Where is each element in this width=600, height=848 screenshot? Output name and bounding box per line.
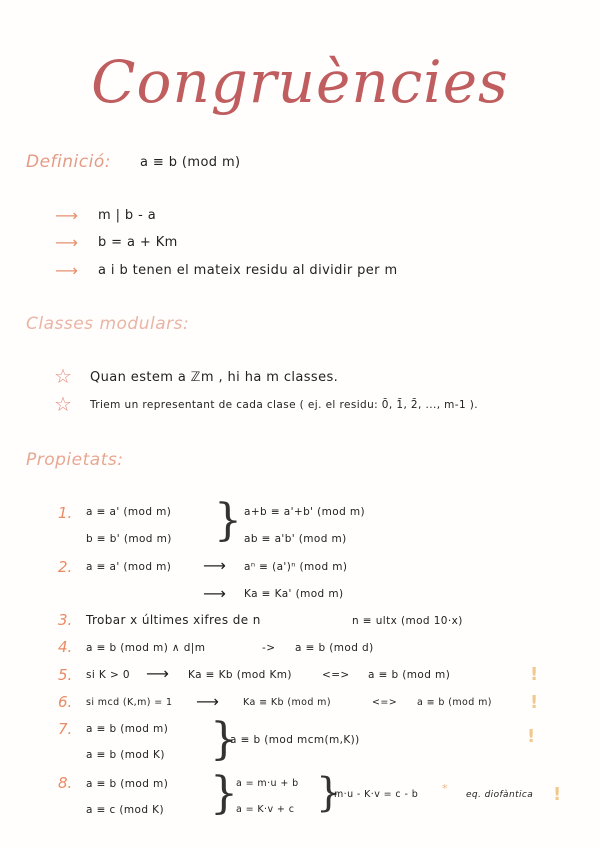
prop-6-left: si mcd (K,m) = 1 (86, 697, 173, 708)
definicio-formula: a ≡ b (mod m) (140, 155, 241, 170)
prop-1-left-1: a ≡ a' (mod m) (86, 506, 172, 518)
prop-2-right-2: Ka ≡ Ka' (mod m) (244, 588, 344, 600)
arrow-icon: ⟶ (146, 664, 169, 683)
classes-heading: Classes modulars: (26, 314, 190, 334)
prop-6-iff: <=> (372, 697, 398, 708)
prop-2-right-1: aⁿ ≡ (a')ⁿ (mod m) (244, 561, 348, 573)
prop-1-number: 1. (58, 504, 73, 522)
prop-7-left-1: a ≡ b (mod m) (86, 723, 169, 735)
asterisk-icon: * (442, 782, 448, 795)
definicio-item-1: m | b - a (98, 208, 157, 223)
prop-5-iff: <=> (322, 669, 350, 681)
definicio-item-2: b = a + Km (98, 235, 178, 250)
prop-4-arrow: -> (262, 642, 276, 654)
star-icon: ☆ (54, 364, 72, 388)
prop-5-mid: Ka ≡ Kb (mod Km) (188, 669, 292, 681)
propietats-heading: Propietats: (26, 450, 124, 470)
prop-4-right: a ≡ b (mod d) (295, 642, 374, 654)
brace-icon: } (210, 714, 238, 765)
prop-6-right: a ≡ b (mod m) (417, 697, 492, 708)
brace-icon: } (316, 770, 342, 816)
arrow-icon: ⟶ (55, 261, 78, 280)
definicio-item-3: a i b tenen el mateix residu al dividir per m (98, 263, 398, 278)
prop-5-right: a ≡ b (mod m) (368, 669, 451, 681)
classes-item-1: Quan estem a ℤm , hi ha m classes. (90, 370, 339, 385)
prop-3-text-2: n ≡ ultx (mod 10·x) (352, 615, 463, 627)
prop-8-note: eq. diofàntica (466, 790, 534, 800)
page-title: Congruències (91, 48, 509, 116)
prop-5-number: 5. (58, 666, 73, 684)
prop-6-number: 6. (58, 693, 73, 711)
star-icon: ☆ (54, 392, 72, 416)
exclamation-icon: ! (530, 692, 539, 713)
prop-7-left-2: a ≡ b (mod K) (86, 749, 165, 761)
brace-icon: } (214, 495, 242, 546)
prop-2-left: a ≡ a' (mod m) (86, 561, 172, 573)
brace-icon: } (210, 768, 238, 819)
prop-8-number: 8. (58, 774, 73, 792)
arrow-icon: ⟶ (55, 206, 78, 225)
classes-item-2: Triem un representant de cada clase ( ej. el residu: 0̄, 1̄, 2̄, ..., m-1 ). (90, 399, 479, 411)
prop-1-right-2: ab ≡ a'b' (mod m) (244, 533, 347, 545)
arrow-icon: ⟶ (203, 556, 226, 575)
prop-5-left: si K > 0 (86, 669, 130, 681)
prop-8-mid-2: a = K·v + c (236, 804, 295, 815)
prop-4-number: 4. (58, 638, 73, 656)
definicio-heading: Definició: (26, 152, 111, 172)
arrow-icon: ⟶ (203, 584, 226, 603)
prop-3-number: 3. (58, 611, 73, 629)
prop-2-number: 2. (58, 558, 73, 576)
exclamation-icon: ! (527, 726, 536, 747)
prop-8-left-2: a ≡ c (mod K) (86, 804, 164, 816)
prop-8-mid-1: a = m·u + b (236, 778, 299, 789)
prop-6-mid: Ka ≡ Kb (mod m) (243, 697, 331, 708)
prop-8-left-1: a ≡ b (mod m) (86, 778, 169, 790)
prop-3-text: Trobar x últimes xifres de n (86, 613, 261, 627)
exclamation-icon: ! (530, 664, 539, 685)
prop-7-right: a ≡ b (mod mcm(m,K)) (230, 734, 360, 746)
prop-7-number: 7. (58, 720, 73, 738)
prop-1-right-1: a+b ≡ a'+b' (mod m) (244, 506, 366, 518)
arrow-icon: ⟶ (55, 233, 78, 252)
exclamation-icon: ! (553, 784, 562, 805)
prop-4-left: a ≡ b (mod m) ∧ d|m (86, 642, 206, 654)
prop-8-right: m·u - K·v = c - b (334, 789, 419, 800)
prop-1-left-2: b ≡ b' (mod m) (86, 533, 172, 545)
arrow-icon: ⟶ (196, 692, 219, 711)
